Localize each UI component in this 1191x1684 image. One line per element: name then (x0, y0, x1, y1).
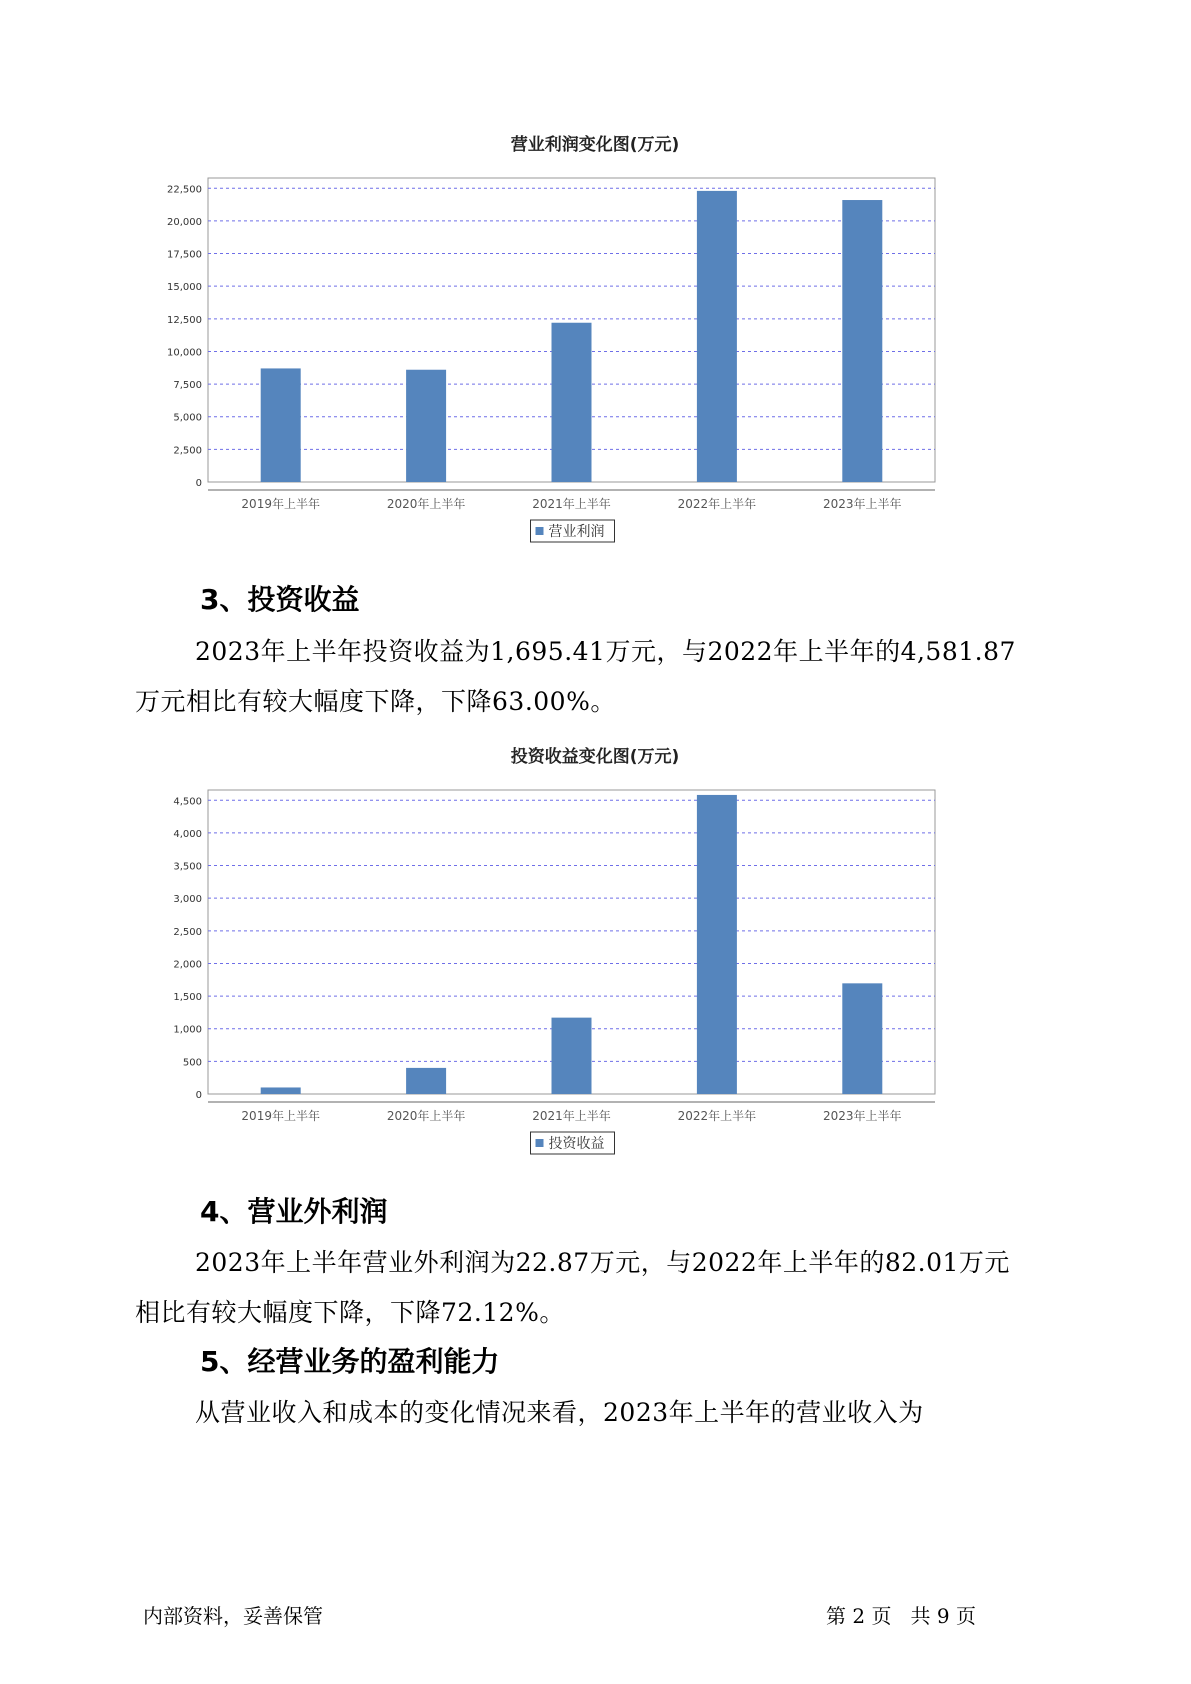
paragraph-line: 万元相比有较大幅度下降，下降63.00%。 (135, 687, 616, 716)
bar (261, 1087, 301, 1094)
paragraph-line: 相比有较大幅度下降，下降72.12%。 (135, 1298, 565, 1327)
x-tick-label: 2020年上半年 (386, 1109, 466, 1123)
y-tick-label: 15,000 (167, 282, 202, 294)
y-tick-label: 7,500 (173, 380, 202, 392)
section-5-heading: 5、经营业务的盈利能力 (200, 1345, 500, 1378)
bar (842, 200, 882, 482)
y-tick-label: 2,500 (173, 445, 202, 457)
investment-income-plot (160, 782, 1030, 1202)
x-tick-label: 2022年上半年 (677, 497, 757, 511)
y-tick-label: 5,000 (173, 412, 202, 424)
footer-page-number: 第 2 页 共 9 页 (826, 1604, 976, 1628)
bar (406, 1068, 446, 1094)
x-tick-label: 2021年上半年 (532, 497, 611, 511)
y-tick-label: 500 (182, 1057, 202, 1069)
y-tick-label: 4,000 (173, 828, 202, 840)
y-tick-label: 2,500 (173, 926, 202, 938)
section-5-paragraph (145, 1388, 1045, 1438)
y-tick-label: 22,500 (167, 184, 202, 196)
y-tick-label: 2,000 (173, 959, 202, 971)
y-tick-label: 4,500 (173, 796, 202, 808)
y-tick-label: 1,500 (173, 992, 202, 1004)
x-tick-label: 2020年上半年 (386, 497, 466, 511)
x-tick-label: 2021年上半年 (532, 1109, 611, 1123)
y-tick-label: 20,000 (167, 216, 202, 228)
legend-swatch (536, 1139, 544, 1147)
operating-profit-chart (160, 130, 1030, 540)
bar (406, 370, 446, 482)
investment-income-chart (160, 742, 1030, 1152)
x-tick-label: 2019年上半年 (241, 1109, 320, 1123)
y-tick-label: 17,500 (167, 249, 202, 261)
bar (552, 1018, 592, 1094)
y-tick-label: 10,000 (167, 347, 202, 359)
bar (697, 795, 737, 1094)
bar (842, 983, 882, 1094)
section-3-paragraph (135, 627, 1045, 727)
bar (261, 368, 301, 482)
section-4-paragraph (135, 1238, 1045, 1338)
x-tick-label: 2019年上半年 (241, 497, 320, 511)
legend-swatch (536, 527, 544, 535)
x-tick-label: 2023年上半年 (823, 497, 902, 511)
x-tick-label: 2022年上半年 (677, 1109, 757, 1123)
y-tick-label: 0 (195, 478, 202, 489)
y-tick-label: 1,000 (173, 1024, 202, 1036)
section-3-heading: 3、投资收益 (200, 583, 360, 616)
chart-title: 投资收益变化图(万元) (510, 747, 680, 767)
chart-title: 营业利润变化图(万元) (510, 135, 680, 155)
paragraph-line: 从营业收入和成本的变化情况来看，2023年上半年的营业收入为 (195, 1398, 924, 1427)
bar (697, 191, 737, 482)
section-4-heading: 4、营业外利润 (200, 1195, 388, 1228)
bar (552, 323, 592, 482)
y-tick-label: 12,500 (167, 314, 202, 326)
y-tick-label: 3,500 (173, 861, 202, 873)
y-tick-label: 3,000 (173, 894, 202, 906)
y-tick-label: 0 (195, 1090, 202, 1101)
operating-profit-plot (160, 170, 1030, 590)
legend-label: 投资收益 (548, 1136, 605, 1152)
legend-label: 营业利润 (548, 524, 605, 540)
paragraph-line: 2023年上半年营业外利润为22.87万元，与2022年上半年的82.01万元 (195, 1248, 1010, 1277)
paragraph-line: 2023年上半年投资收益为1,695.41万元，与2022年上半年的4,581.87 (195, 637, 1016, 666)
footer-confidential-note: 内部资料，妥善保管 (143, 1604, 323, 1628)
x-tick-label: 2023年上半年 (823, 1109, 902, 1123)
